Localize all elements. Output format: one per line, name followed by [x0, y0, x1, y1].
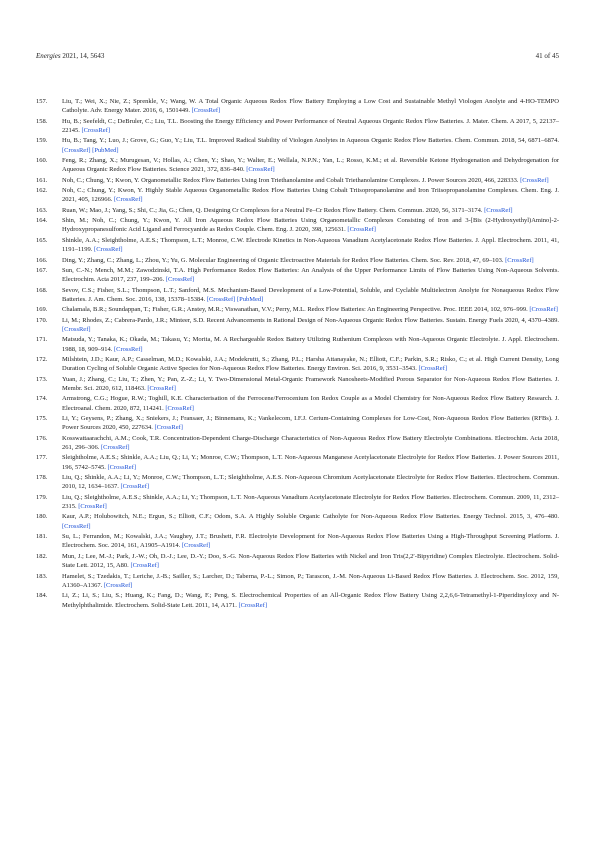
- crossref-link[interactable]: [CrossRef]: [191, 107, 221, 115]
- reference-body: [62, 355, 559, 374]
- reference-item: [36, 335, 559, 354]
- crossref-link[interactable]: [CrossRef]: [505, 256, 534, 264]
- crossref-link[interactable]: [CrossRef]: [101, 444, 130, 452]
- reference-body: [62, 206, 559, 215]
- crossref-link[interactable]: [CrossRef]: [107, 463, 137, 471]
- crossref-link[interactable]: [CrossRef]: [165, 404, 194, 412]
- crossref-link[interactable]: [CrossRef]: [103, 581, 133, 589]
- reference-number: 178.: [36, 474, 48, 482]
- crossref-link[interactable]: [CrossRef]: [246, 166, 275, 174]
- reference-body: [62, 493, 559, 512]
- reference-body: [62, 266, 559, 285]
- reference-body: [62, 552, 559, 571]
- crossref-link[interactable]: [CrossRef]: [181, 542, 211, 550]
- pubmed-link[interactable]: [PubMed]: [236, 295, 264, 303]
- reference-item: [36, 532, 559, 551]
- reference-body: [62, 186, 559, 205]
- reference-item: [36, 136, 559, 155]
- reference-number: 181.: [36, 533, 48, 541]
- reference-body: [62, 286, 559, 305]
- reference-item: [36, 375, 559, 394]
- crossref-link[interactable]: [CrossRef]: [120, 483, 150, 491]
- reference-text: Yuan, J.; Zhang, C.; Liu, T.; Zhen, Y.; Pan, Z.-Z.; Li, Y. Two-Dimensional Metal-Organic Framework Nanosheets-Modified Porous Separator for Non-Aqueous Redox Flow Batteries. J. Membr. Sci. 2020, 612, 118463.: [62, 375, 559, 392]
- crossref-link[interactable]: [CrossRef]: [114, 196, 143, 204]
- reference-number: 176.: [36, 434, 48, 442]
- reference-item: [36, 572, 559, 591]
- reference-item: [36, 473, 559, 492]
- reference-text: Ruan, W.; Mao, J.; Yang, S.; Shi, C.; Jia, G.; Chen, Q. Designing Cr Complexes for a Neutral Fe–Cr Redox Flow Battery. Chem. Commun. 2020, 56, 3171–3174.: [62, 206, 483, 214]
- reference-item: [36, 97, 559, 116]
- crossref-link[interactable]: [CrossRef]: [94, 246, 123, 254]
- reference-body: [62, 176, 559, 185]
- reference-item: [36, 453, 559, 472]
- reference-text: Noh, C.; Chung, Y.; Kwon, Y. Highly Stable Aqueous Organometallic Redox Flow Batteries Using Cobalt Triisopropanolamine and Iron Triisopropanolamine Complexes. Chem. Eng. J. 2021, 405, 126966.: [62, 187, 559, 204]
- reference-number: 158.: [36, 117, 48, 125]
- reference-body: [62, 414, 559, 433]
- reference-item: [36, 206, 559, 215]
- reference-item: [36, 266, 559, 285]
- crossref-link[interactable]: [CrossRef]: [62, 522, 91, 530]
- reference-text: Li, M.; Rhodes, Z.; Cabrera-Pardo, J.R.; Minteer, S.D. Recent Advancements in Rational Design of Non-Aqueous Organic Redox Flow Batteries. Sustain. Energy Fuels 2020, 4, 4370–4389.: [62, 316, 559, 324]
- reference-body: [62, 117, 559, 136]
- reference-item: [36, 286, 559, 305]
- crossref-link[interactable]: [CrossRef]: [62, 325, 91, 333]
- reference-number: 165.: [36, 236, 48, 244]
- journal-citation: [36, 52, 104, 60]
- reference-body: [62, 256, 559, 265]
- crossref-link[interactable]: [CrossRef]: [62, 146, 91, 154]
- reference-text: Armstrong, C.G.; Hogue, R.W.; Toghill, K.E. Characterisation of the Ferrocene/Ferrocenium Ion Redox Couple as a Model Chemistry for Non-Aqueous Redox Flow Battery Research. J. Electroanal. Chem. 2020, 872, 114241.: [62, 395, 559, 412]
- crossref-link[interactable]: [CrossRef]: [114, 345, 143, 353]
- reference-item: [36, 552, 559, 571]
- reference-text: Hamelet, S.; Tzedakis, T.; Leriche, J.-B.; Sailler, S.; Larcher, D.; Taberna, P.-L.; Simon, P.; Tarascon, J.-M. Non-Aqueous Li-Based Redox Flow Batteries. J. Electrochem. Soc. 2012, 159, A1360–A1367.: [62, 572, 559, 589]
- reference-number: 162.: [36, 187, 48, 195]
- reference-number: 160.: [36, 157, 48, 165]
- journal-volume-info: 2021, 14, 5643: [62, 52, 105, 60]
- reference-body: [62, 216, 559, 235]
- reference-body: [62, 136, 559, 155]
- reference-text: Mun, J.; Lee, M.-J.; Park, J.-W.; Oh, D.-J.; Lee, D.-Y.; Doo, S.-G. Non-Aqueous Redox Flow Batteries with Nickel and Iron Tris(2,2′-Bipyridine) Complex Electrolyte. Electrochem. Solid-State Lett. 2012, 15, A80.: [62, 552, 559, 570]
- reference-number: 166.: [36, 256, 48, 264]
- reference-item: [36, 305, 559, 314]
- reference-body: [62, 473, 559, 492]
- reference-item: [36, 434, 559, 453]
- reference-item: [36, 156, 559, 175]
- reference-text: Liu, T.; Wei, X.; Nie, Z.; Sprenkle, V.; Wang, W. A Total Organic Aqueous Redox Flow Battery Employing a Low Cost and Sustainable Methyl Viologen Anolyte and 4-HO-TEMPO Catholyte. Adv. Energy Mater. 2016, 6, 1501449.: [62, 98, 559, 115]
- crossref-link[interactable]: [CrossRef]: [165, 276, 195, 284]
- reference-item: [36, 216, 559, 235]
- reference-body: [62, 335, 559, 354]
- reference-number: 174.: [36, 395, 48, 403]
- reference-text: Chalamala, B.R.; Soundappan, T.; Fisher, G.R.; Anstey, M.R.; Viswanathan, V.V.; Perry, M.L. Redox Flow Batteries: An Engineering Perspective. Proc. IEEE 2014, 102, 976–999.: [62, 306, 528, 314]
- reference-text: Sevov, C.S.; Fisher, S.L.; Thompson, L.T.; Sanford, M.S. Mechanism-Based Development of a Low-Potential, Soluble, and Cyclable Multielectron Anolyte for Nonaqueous Redox Flow Batteries. J. Am. Chem. Soc. 2016, 138, 15378–15384.: [62, 286, 559, 303]
- reference-item: [36, 414, 559, 433]
- page-header: [36, 52, 559, 60]
- crossref-link[interactable]: [CrossRef]: [206, 295, 236, 303]
- reference-number: 157.: [36, 98, 48, 105]
- reference-item: [36, 316, 559, 335]
- reference-body: [62, 512, 559, 531]
- reference-text: Noh, C.; Chung, Y.; Kwon, Y. Organometallic Redox Flow Batteries Using Iron Triethanolamine and Cobalt Triethanolamine Complexes. J. Power Sources 2020, 466, 228333.: [62, 176, 519, 184]
- reference-number: 161.: [36, 176, 48, 184]
- reference-number: 168.: [36, 286, 48, 294]
- reference-text: Liu, Q.; Shinkle, A.A.; Li, Y.; Monroe, C.W.; Thompson, L.T.; Sleightholme, A.E.S. Non-Aqueous Chromium Acetylacetonate Electrolyte for Redox Flow Batteries. Electrochem. Commun. 2010, 12, 1634–1637.: [62, 474, 559, 491]
- reference-text: Feng, R.; Zhang, X.; Murugesan, V.; Hollas, A.; Chen, Y.; Shao, Y.; Walter, E.; Wellala, N.P.N.; Yan, L.; Rosso, K.M.; et al. Reversible Ketone Hydrogenation and Dehydrogenation for Aqueous Organic Redox Flow Batteries. Science 2021, 372, 836–840.: [62, 157, 559, 174]
- crossref-link[interactable]: [CrossRef]: [520, 176, 549, 184]
- reference-number: 182.: [36, 552, 48, 560]
- reference-item: [36, 176, 559, 185]
- page-number: 41 of 45: [535, 52, 559, 60]
- reference-body: [62, 156, 559, 175]
- reference-body: [62, 532, 559, 551]
- reference-number: 183.: [36, 572, 48, 580]
- reference-body: [62, 591, 559, 610]
- reference-number: 177.: [36, 454, 48, 462]
- reference-item: [36, 394, 559, 413]
- reference-item: [36, 493, 559, 512]
- reference-body: [62, 394, 559, 413]
- crossref-link[interactable]: [CrossRef]: [418, 365, 448, 373]
- reference-number: 175.: [36, 415, 48, 422]
- crossref-link[interactable]: [CrossRef]: [347, 226, 376, 234]
- reference-text: Hu, B.; Seefeldt, C.; DeBruler, C.; Liu, T.L. Boosting the Energy Efficiency and Power Performance of Neutral Aqueous Organic Redox Flow Batteries. J. Mater. Chem. A 2017, 5, 22137–22145.: [62, 117, 559, 135]
- reference-number: 184.: [36, 592, 48, 600]
- reference-text: Hu, B.; Tang, Y.; Luo, J.; Grove, G.; Guo, Y.; Liu, T.L. Improved Radical Stability of Viologen Anolytes in Aqueous Organic Redox Flow Batteries. Chem. Commun. 2018, 54, 6871–6874.: [62, 137, 559, 145]
- reference-text: Su, L.; Ferrandon, M.; Kowalski, J.A.; Vaughey, J.T.; Brushett, F.R. Electrolyte Development for Non-Aqueous Redox Flow Batteries Using a High-Throughput Screening Platform. J. Electrochem. Soc. 2014, 161, A1905–A1914.: [62, 533, 559, 550]
- reference-text: Kosswattaarachchi, A.M.; Cook, T.R. Concentration-Dependent Charge-Discharge Characteristics of Non-Aqueous Redox Flow Battery Electrolyte Combinations. Electrochim. Acta 2018, 261, 296–306.: [62, 434, 559, 452]
- reference-item: [36, 591, 559, 610]
- reference-item: [36, 355, 559, 374]
- reference-text: Kaur, A.P.; Holubowitch, N.E.; Ergun, S.; Elliott, C.F.; Odom, S.A. A Highly Soluble Organic Catholyte for Non-Aqueous Redox Flow Batteries. Energy Technol. 2015, 3, 476–480.: [62, 513, 559, 521]
- reference-number: 171.: [36, 336, 48, 344]
- crossref-link[interactable]: [CrossRef]: [78, 503, 107, 511]
- reference-body: [62, 97, 559, 116]
- journal-name: Energies: [36, 52, 61, 60]
- crossref-link[interactable]: [CrossRef]: [154, 424, 183, 432]
- reference-number: 179.: [36, 493, 48, 501]
- reference-number: 172.: [36, 355, 48, 363]
- crossref-link[interactable]: [CrossRef]: [147, 384, 176, 392]
- reference-text: Ding, Y.; Zhang, C.; Zhang, L.; Zhou, Y.; Yu, G. Molecular Engineering of Organic Electroactive Materials for Redox Flow Batteries. Chem. Soc. Rev. 2018, 47, 69–103.: [62, 256, 504, 264]
- reference-item: [36, 256, 559, 265]
- crossref-link[interactable]: [CrossRef]: [130, 562, 159, 570]
- reference-number: 164.: [36, 217, 48, 225]
- reference-number: 170.: [36, 316, 48, 324]
- reference-number: 169.: [36, 306, 48, 314]
- reference-body: [62, 572, 559, 591]
- reference-number: 180.: [36, 513, 48, 521]
- reference-item: [36, 236, 559, 255]
- reference-number: 167.: [36, 266, 48, 274]
- reference-text: Liu, Q.; Sleightholme, A.E.S.; Shinkle, A.A.; Li, Y.; Thompson, L.T. Non-Aqueous Vanadium Acetylacetonate Electrolyte for Redox Flow Batteries. Electrochem. Commun. 2009, 11, 2312–2315.: [62, 493, 559, 511]
- reference-list: [36, 97, 559, 611]
- crossref-link[interactable]: [CrossRef]: [529, 306, 558, 314]
- reference-body: [62, 434, 559, 453]
- reference-text: Li, Y.; Geysens, P.; Zhang, X.; Sniekers, J.; Fransaer, J.; Binnemans, K.; Vankelecom, I.F.J. Cerium-Containing Complexes for Low-Cost, Non-Aqueous Redox Flow Batteries (RFBs). J. Power Sources 2020, 450, 227634.: [62, 415, 559, 432]
- reference-number: 173.: [36, 375, 48, 383]
- reference-text: Sun, C.-N.; Mench, M.M.; Zawodzinski, T.A. High Performance Redox Flow Batteries: An Analysis of the Upper Performance Limits of Flow Batteries Using Non-Aqueous Solvents. Electrochim. Acta 2017, 237, 199–206.: [62, 266, 559, 284]
- reference-text: Matsuda, Y.; Tanaka, K.; Okada, M.; Takasu, Y.; Morita, M. A Rechargeable Redox Battery Utilizing Ruthenium Complexes with Non-Aqueous Organic Electrolyte. J. Appl. Electrochem. 1988, 18, 909–914.: [62, 336, 559, 353]
- reference-number: 163.: [36, 206, 48, 214]
- reference-body: [62, 316, 559, 335]
- reference-text: Milshtein, J.D.; Kaur, A.P.; Casselman, M.D.; Kowalski, J.A.; Modekrutti, S.; Zhang, P.L.; Harsha Attanayake, N.; Elliott, C.F.; Parkin, S.R.; Risko, C.; et al. High Current Density, Long Duration Cycling of Soluble Organic Active Species for Non-Aqueous Redox Flow Batteries. Energy Environ. Sci. 2016, 9, 3531–3543.: [62, 355, 559, 373]
- crossref-link[interactable]: [CrossRef]: [484, 206, 513, 214]
- pubmed-link[interactable]: [PubMed]: [92, 146, 119, 154]
- reference-number: 159.: [36, 137, 48, 145]
- reference-item: [36, 117, 559, 136]
- reference-text: Li, Z.; Li, S.; Liu, S.; Huang, K.; Fang, D.; Wang, F.; Peng, S. Electrochemical Properties of an All-Organic Redox Flow Battery Using 2,2,6,6-Tetramethyl-1-Piperidinyloxy and N-Methylphthalimide. Electrochem. Solid-State Lett. 2011, 14, A171.: [62, 592, 559, 609]
- reference-item: [36, 512, 559, 531]
- reference-text: Shin, M.; Noh, C.; Chung, Y.; Kwon, Y. All Iron Aqueous Redox Flow Batteries Using Organometallic Complexes Consisting of Iron and 3-[Bis (2-Hydroxyethyl)Amino]-2-Hydroxypropanesulfonic Acid Ligand and Ferrocyanide as Redox Couple. Chem. Eng. J. 2020, 398, 125631.: [62, 217, 559, 234]
- reference-text: Shinkle, A.A.; Sleightholme, A.E.S.; Thompson, L.T.; Monroe, C.W. Electrode Kinetics in Non-Aqueous Vanadium Acetylacetonate Redox Flow Batteries. J. Appl. Electrochem. 2011, 41, 1191–1199.: [62, 236, 559, 254]
- crossref-link[interactable]: [CrossRef]: [81, 127, 111, 135]
- reference-body: [62, 453, 559, 472]
- crossref-link[interactable]: [CrossRef]: [238, 601, 268, 609]
- reference-body: [62, 375, 559, 394]
- reference-item: [36, 186, 559, 205]
- reference-text: Sleightholme, A.E.S.; Shinkle, A.A.; Liu, Q.; Li, Y.; Monroe, C.W.; Thompson, L.T. Non-Aqueous Manganese Acetylacetonate Electrolyte for Redox Flow Batteries. J. Power Sources 2011, 196, 5742–5745.: [62, 454, 559, 471]
- reference-body: [62, 236, 559, 255]
- reference-body: [62, 305, 559, 314]
